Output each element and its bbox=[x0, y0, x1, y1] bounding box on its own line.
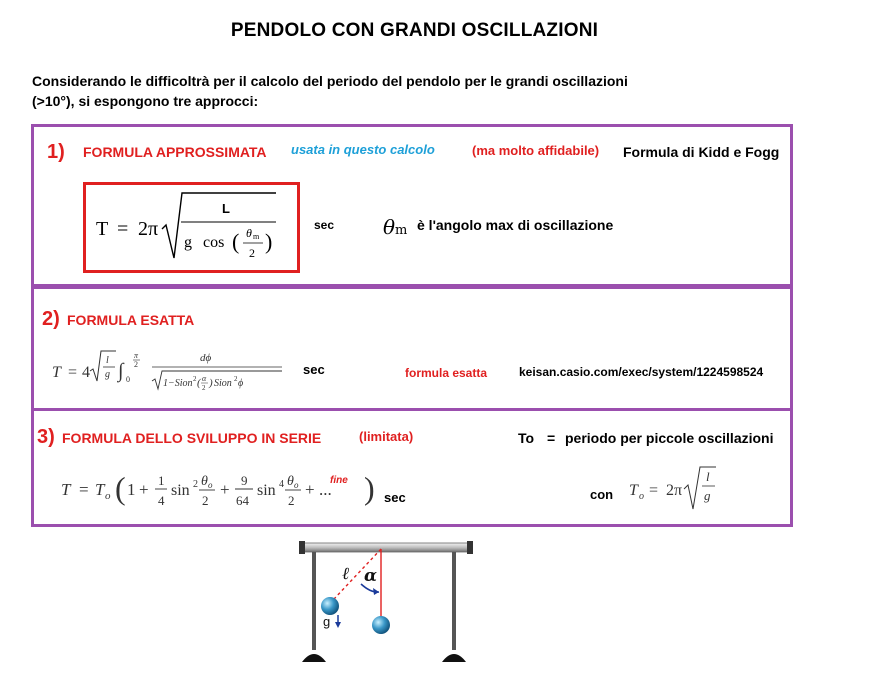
gravity-arrow-head bbox=[335, 622, 341, 628]
section-exact-formula bbox=[31, 286, 793, 411]
theta-m-symbol: θm bbox=[383, 215, 408, 239]
svg-text:T: T bbox=[52, 364, 61, 381]
section-1-unit: sec bbox=[314, 218, 335, 232]
svg-text:2: 2 bbox=[193, 479, 198, 490]
section-1-number: 1) bbox=[47, 141, 65, 163]
section-3-heading: FORMULA DELLO SVILUPPO IN SERIE bbox=[62, 430, 322, 446]
svg-text:θ: θ bbox=[287, 474, 294, 489]
svg-text:T: T bbox=[95, 480, 105, 499]
svg-text:+: + bbox=[220, 480, 230, 499]
fine-label: fine bbox=[330, 475, 348, 486]
svg-text:+: + bbox=[305, 480, 315, 499]
svg-text:cos: cos bbox=[203, 234, 225, 251]
svg-text:): ) bbox=[209, 377, 213, 389]
bar-cap-right bbox=[467, 541, 473, 554]
svg-text:l: l bbox=[706, 469, 710, 484]
svg-text:o: o bbox=[639, 491, 644, 502]
svg-text:π: π bbox=[134, 351, 139, 360]
angle-arrow bbox=[373, 588, 379, 595]
svg-text:4: 4 bbox=[279, 479, 284, 490]
section-1-heading: FORMULA APPROSSIMATA bbox=[83, 144, 267, 160]
svg-text:=: = bbox=[117, 218, 129, 240]
svg-text:4: 4 bbox=[82, 364, 90, 381]
svg-text:α: α bbox=[202, 374, 207, 383]
support-bar bbox=[303, 543, 471, 552]
svg-text:1−Sion: 1−Sion bbox=[163, 378, 193, 389]
section-approximate-formula bbox=[31, 124, 793, 287]
svg-text:L: L bbox=[222, 201, 230, 216]
svg-text:g: g bbox=[105, 369, 110, 380]
bar-cap-left bbox=[299, 541, 305, 554]
angle-label: α bbox=[364, 566, 378, 586]
svg-text:1: 1 bbox=[127, 480, 136, 499]
section-2-number: 2) bbox=[42, 308, 60, 330]
svg-text:(: ( bbox=[115, 470, 126, 506]
svg-text:1: 1 bbox=[158, 473, 165, 488]
section-2-unit: sec bbox=[303, 362, 325, 377]
svg-text:l: l bbox=[106, 355, 109, 366]
svg-text:2: 2 bbox=[249, 246, 255, 260]
svg-text:0: 0 bbox=[126, 375, 130, 384]
section-3-number: 3) bbox=[37, 426, 55, 448]
svg-text:(: ( bbox=[197, 377, 201, 389]
gravity-label: g bbox=[323, 614, 331, 629]
svg-text:...: ... bbox=[319, 480, 332, 499]
left-post bbox=[312, 552, 316, 650]
svg-text:4: 4 bbox=[158, 493, 165, 508]
svg-text:2: 2 bbox=[193, 375, 197, 383]
svg-text:g: g bbox=[184, 234, 192, 251]
theta-description: è l'angolo max di oscillazione bbox=[417, 217, 614, 233]
right-post bbox=[452, 552, 456, 650]
svg-text:2π: 2π bbox=[666, 482, 683, 499]
svg-text:2: 2 bbox=[234, 375, 238, 383]
svg-text:9: 9 bbox=[241, 473, 248, 488]
svg-text:=: = bbox=[649, 482, 659, 499]
svg-text:2: 2 bbox=[202, 493, 209, 508]
svg-text:+: + bbox=[139, 480, 149, 499]
svg-text:g: g bbox=[704, 488, 711, 503]
to-label: To bbox=[518, 430, 535, 446]
intro-line-2: (>10°), si espongono tre approcci: bbox=[32, 93, 259, 109]
to-equals: = bbox=[547, 430, 556, 446]
svg-text:2: 2 bbox=[134, 360, 138, 369]
approximate-formula-box bbox=[83, 182, 300, 273]
bob-rest bbox=[372, 616, 390, 634]
section-2-note: formula esatta bbox=[405, 366, 488, 380]
section-1-used-note: usata in questo calcolo bbox=[291, 142, 435, 157]
svg-text:θ: θ bbox=[201, 474, 208, 489]
svg-text:=: = bbox=[68, 364, 78, 381]
svg-text:): ) bbox=[265, 229, 273, 254]
section-3-limit-note: (limitata) bbox=[359, 429, 414, 444]
svg-text:sin: sin bbox=[171, 482, 190, 499]
exact-formula bbox=[50, 343, 290, 399]
to-formula bbox=[626, 463, 726, 515]
svg-text:64: 64 bbox=[236, 493, 249, 508]
svg-text:): ) bbox=[364, 470, 375, 506]
svg-text:(: ( bbox=[232, 229, 240, 254]
svg-text:dϕ: dϕ bbox=[200, 352, 212, 364]
svg-text:o: o bbox=[208, 480, 213, 490]
svg-text:Sion: Sion bbox=[214, 378, 232, 389]
section-series-formula bbox=[31, 408, 793, 527]
to-description: periodo per piccole oscillazioni bbox=[565, 430, 774, 446]
svg-text:T: T bbox=[96, 218, 109, 240]
svg-text:m: m bbox=[253, 232, 260, 241]
series-formula bbox=[59, 461, 379, 519]
svg-text:2: 2 bbox=[288, 493, 295, 508]
intro-line-1: Considerando le difficoltrà per il calcolo del periodo del pendolo per le grandi oscillazioni bbox=[32, 73, 628, 89]
right-foot bbox=[442, 654, 466, 662]
svg-text:2: 2 bbox=[202, 384, 206, 392]
page-title: PENDOLO CON GRANDI OSCILLAZIONI bbox=[230, 20, 599, 41]
pendulum-diagram bbox=[295, 535, 480, 665]
svg-text:2π: 2π bbox=[138, 218, 159, 240]
con-label: con bbox=[590, 487, 614, 502]
svg-text:o: o bbox=[294, 480, 299, 490]
svg-text:θ: θ bbox=[246, 226, 252, 240]
svg-text:T: T bbox=[629, 482, 638, 499]
svg-text:=: = bbox=[79, 480, 89, 499]
svg-text:∫: ∫ bbox=[118, 360, 124, 382]
length-label: ℓ bbox=[342, 564, 350, 584]
section-1-reliability-note: (ma molto affidabile) bbox=[472, 143, 600, 158]
section-3-unit: sec bbox=[384, 490, 406, 505]
intro-text bbox=[32, 71, 628, 111]
left-foot bbox=[302, 654, 326, 662]
svg-text:sin: sin bbox=[257, 482, 276, 499]
svg-text:o: o bbox=[105, 490, 111, 502]
svg-text:T: T bbox=[61, 480, 71, 499]
section-1-attribution: Formula di Kidd e Fogg bbox=[623, 144, 780, 160]
svg-text:ϕ: ϕ bbox=[238, 378, 244, 389]
section-2-heading: FORMULA ESATTA bbox=[67, 312, 195, 328]
approximate-formula bbox=[86, 185, 297, 270]
section-2-source: keisan.casio.com/exec/system/1224598524 bbox=[519, 365, 764, 379]
bob-displaced bbox=[321, 597, 339, 615]
